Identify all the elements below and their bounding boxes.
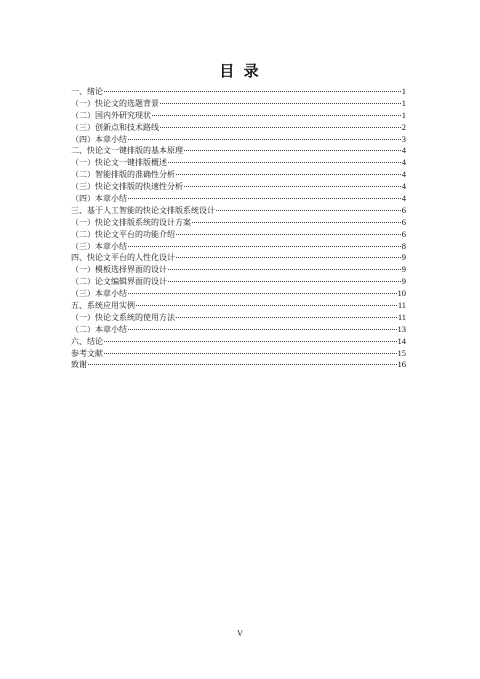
- toc-entry-title: （二）智能排版的准确性分析: [71, 170, 175, 180]
- toc-entry-title: 四、快论文平台的人性化设计: [71, 253, 175, 263]
- dot-leader: [88, 364, 397, 365]
- toc-entry-page: 14: [397, 335, 406, 346]
- toc-entry-page: 11: [397, 300, 406, 311]
- toc-entry[interactable]: [71, 205, 406, 217]
- toc-entry[interactable]: [71, 312, 406, 324]
- toc-entry[interactable]: [71, 181, 406, 193]
- toc-entry-title: （一）快论文一键排版概述: [71, 158, 167, 168]
- toc-entry[interactable]: [71, 241, 406, 253]
- toc-entry-title: （三）快论文排版的快速性分析: [71, 182, 183, 192]
- toc-entry[interactable]: [71, 86, 406, 98]
- toc-entry-page: 2: [401, 121, 406, 132]
- toc-entry-title: 致谢: [71, 360, 87, 370]
- toc-entry-page: 4: [401, 181, 406, 192]
- toc-entry[interactable]: [71, 98, 406, 110]
- toc-entry[interactable]: [71, 300, 406, 312]
- toc-entry[interactable]: [71, 157, 406, 169]
- toc-entry-page: 4: [401, 169, 406, 180]
- toc-entry-page: 6: [401, 228, 406, 239]
- toc-entry-title: （四）本章小结: [71, 134, 127, 144]
- dot-leader: [104, 341, 397, 342]
- toc-entry[interactable]: [71, 193, 406, 205]
- toc-entry-title: （一）模板选择界面的设计: [71, 265, 167, 275]
- toc-entry[interactable]: [71, 359, 406, 371]
- dot-leader: [160, 103, 401, 104]
- toc-entry[interactable]: [71, 229, 406, 241]
- toc-entry-page: 6: [401, 216, 406, 227]
- dot-leader: [184, 150, 401, 151]
- toc-entry[interactable]: [71, 324, 406, 336]
- dot-leader: [168, 269, 401, 270]
- toc-entry-title: （四）本章小结: [71, 194, 127, 204]
- dot-leader: [192, 222, 401, 223]
- dot-leader: [176, 317, 397, 318]
- toc-entry-page: 4: [401, 157, 406, 168]
- toc-entry-page: 1: [401, 86, 406, 96]
- toc-entry-page: 9: [401, 264, 406, 275]
- toc-entry[interactable]: [71, 134, 406, 146]
- toc-entry-title: 三、基于人工智能的快论文排版系统设计: [71, 205, 215, 215]
- toc-entry-page: 6: [401, 204, 406, 215]
- toc-entry-title: （三）创新点和技术路线: [71, 122, 159, 132]
- table-of-contents: [71, 86, 406, 371]
- toc-entry-title: （三）本章小结: [71, 241, 127, 251]
- toc-entry[interactable]: [71, 264, 406, 276]
- toc-entry[interactable]: [71, 276, 406, 288]
- dot-leader: [104, 353, 397, 354]
- toc-entry[interactable]: [71, 110, 406, 122]
- toc-entry-page: 16: [397, 359, 406, 370]
- dot-leader: [160, 127, 401, 128]
- toc-entry-title: （二）国内外研究现状: [71, 110, 151, 120]
- dot-leader: [152, 115, 401, 116]
- dot-leader: [176, 257, 401, 258]
- toc-entry[interactable]: [71, 145, 406, 157]
- dot-leader: [176, 234, 401, 235]
- toc-entry-title: 五、系统应用实例: [71, 301, 135, 311]
- page-number: V: [237, 629, 243, 638]
- toc-entry-page: 13: [397, 323, 406, 334]
- toc-entry[interactable]: [71, 288, 406, 300]
- toc-entry-page: 3: [401, 133, 406, 144]
- page-title: 目 录: [219, 62, 261, 80]
- toc-entry-title: （一）快论文排版系统的设计方案: [71, 217, 191, 227]
- dot-leader: [104, 91, 401, 92]
- toc-entry-page: 9: [401, 252, 406, 263]
- toc-entry-page: 11: [397, 311, 406, 322]
- toc-entry-title: （二）本章小结: [71, 324, 127, 334]
- toc-entry[interactable]: [71, 252, 406, 264]
- dot-leader: [128, 139, 401, 140]
- dot-leader: [168, 162, 401, 163]
- toc-entry[interactable]: [71, 217, 406, 229]
- toc-entry-title: 二、快论文一键排版的基本原理: [71, 146, 183, 156]
- dot-leader: [216, 210, 401, 211]
- toc-entry-title: 六、结论: [71, 336, 103, 346]
- toc-entry[interactable]: [71, 122, 406, 134]
- toc-entry-page: 4: [401, 193, 406, 204]
- toc-entry[interactable]: [71, 169, 406, 181]
- toc-entry-title: （三）本章小结: [71, 289, 127, 299]
- toc-entry-title: （二）论文编辑界面的设计: [71, 277, 167, 287]
- toc-entry-page: 1: [401, 109, 406, 120]
- toc-entry-page: 1: [401, 97, 406, 108]
- dot-leader: [168, 281, 401, 282]
- dot-leader: [128, 246, 401, 247]
- toc-entry-title: （二）快论文平台的功能介绍: [71, 229, 175, 239]
- dot-leader: [128, 329, 397, 330]
- dot-leader: [128, 198, 401, 199]
- dot-leader: [176, 174, 401, 175]
- toc-entry-page: 10: [397, 288, 406, 299]
- toc-entry[interactable]: [71, 336, 406, 348]
- dot-leader: [184, 186, 401, 187]
- toc-entry-page: 4: [401, 145, 406, 156]
- toc-entry-page: 9: [401, 276, 406, 287]
- toc-entry-title: （一）快论文的选题背景: [71, 98, 159, 108]
- toc-entry-page: 8: [401, 240, 406, 251]
- toc-entry[interactable]: [71, 348, 406, 360]
- toc-entry-title: 参考文献: [71, 348, 103, 358]
- toc-entry-page: 15: [397, 347, 406, 358]
- toc-entry-title: （一）快论文系统的使用方法: [71, 312, 175, 322]
- dot-leader: [136, 305, 397, 306]
- dot-leader: [128, 293, 397, 294]
- toc-entry-title: 一、绪论: [71, 87, 103, 96]
